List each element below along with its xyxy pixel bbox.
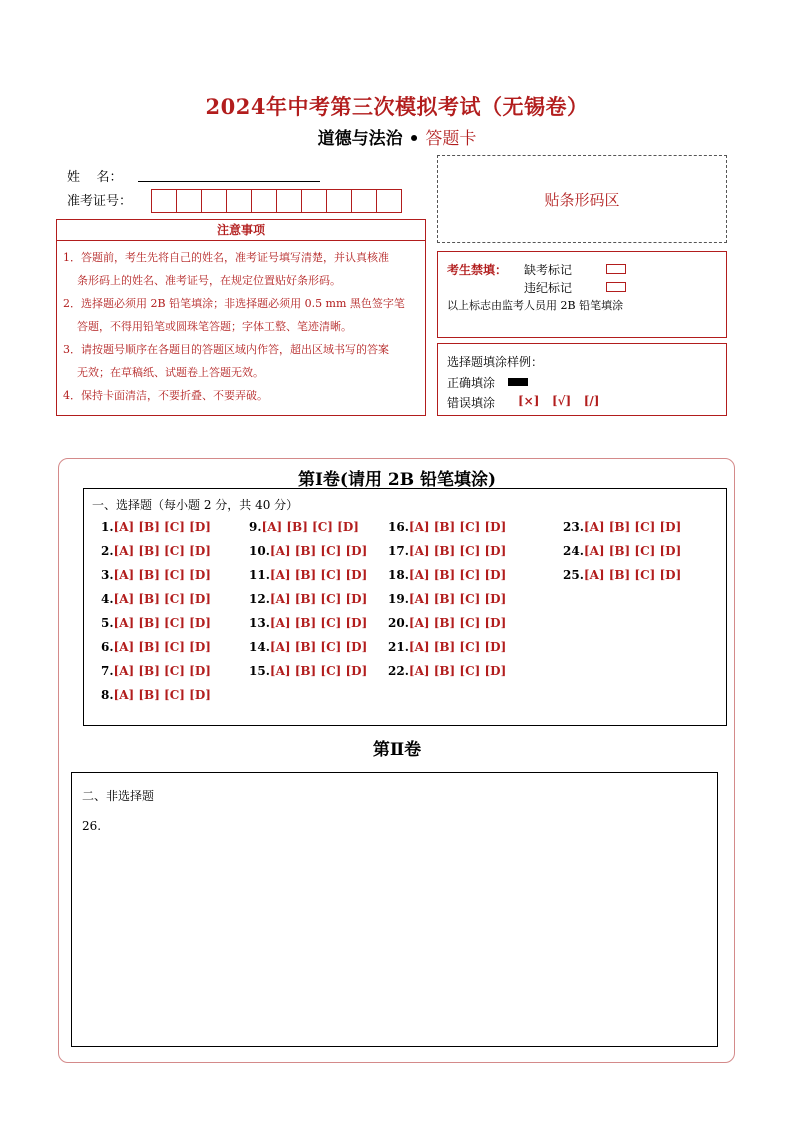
notice-line: 答题，不得用铅笔或圆珠笔答题；字体工整、笔迹清晰。 [77,320,352,333]
choice-question[interactable] [388,616,506,630]
notice-line: 3．请按题号顺序在各题目的答题区域内作答，超出区域书写的答案 [63,343,389,356]
id-label: 准考证号： [67,194,133,209]
id-digit-box[interactable] [176,189,201,213]
barcode-label: 贴条形码区 [544,190,620,209]
forbidden-note: 以上标志由监考人员用 2B 铅笔填涂 [447,299,624,312]
answer-options[interactable]: [A] [B] [C] [D] [261,520,359,534]
answer-options[interactable]: [A] [B] [C] [D] [113,520,211,534]
answer-options[interactable]: [A] [B] [C] [D] [113,688,211,702]
answer-options[interactable]: [A] [B] [C] [D] [113,568,211,582]
choice-question[interactable] [249,568,367,582]
choice-question[interactable] [101,664,211,678]
notice-line: 条形码上的姓名、准考证号，在规定位置贴好条形码。 [77,274,341,287]
question-number: 23. [563,520,584,534]
choice-question[interactable] [101,640,211,654]
answer-options[interactable]: [A] [B] [C] [D] [408,568,507,582]
choice-question[interactable] [388,640,506,654]
question-number: 4. [101,592,114,606]
id-digit-box[interactable] [326,189,351,213]
id-number-boxes[interactable] [151,189,402,212]
question-number: 10. [249,544,270,558]
notice-line: 2．选择题必须用 2B 铅笔填涂；非选择题必须用 0.5 mm 黑色签字笔 [63,297,405,310]
answer-options[interactable]: [A] [B] [C] [D] [269,592,368,606]
notice-title: 注意事项 [56,219,426,241]
question-number: 3. [101,568,114,582]
part2-title: 第Ⅱ卷 [372,740,422,760]
answer-options[interactable]: [A] [B] [C] [D] [583,544,682,558]
answer-options[interactable]: [A] [B] [C] [D] [408,664,507,678]
question-number: 7. [101,664,114,678]
question-number: 5. [101,616,114,630]
question-number: 6. [101,640,114,654]
question-number: 2. [101,544,114,558]
subject-label: 道德与法治 [317,129,403,149]
answer-options[interactable]: [A] [B] [C] [D] [113,616,211,630]
choice-question[interactable] [388,592,506,606]
essay-answer-box[interactable] [71,772,718,1047]
choice-question[interactable] [249,640,367,654]
choice-question[interactable] [563,520,681,534]
wrong-fill-label: 错误填涂 [447,396,496,410]
choice-question[interactable] [249,544,367,558]
question-number: 9. [249,520,262,534]
question-number: 25. [563,568,584,582]
notice-body [56,241,426,416]
question-number: 20. [388,616,409,630]
answer-options[interactable]: [A] [B] [C] [D] [408,520,507,534]
choice-question[interactable] [563,544,681,558]
question-number: 12. [249,592,270,606]
question-26-number: 26. [82,819,102,833]
choice-question[interactable] [388,544,506,558]
choice-question[interactable] [249,616,367,630]
id-digit-box[interactable] [251,189,276,213]
sample-title: 选择题填涂样例： [447,355,544,369]
answer-options[interactable]: [A] [B] [C] [D] [113,640,211,654]
answer-options[interactable]: [A] [B] [C] [D] [408,592,507,606]
absent-mark-box[interactable] [606,264,626,274]
violation-label: 违纪标记 [524,281,573,295]
choice-question[interactable] [101,688,211,702]
choice-question[interactable] [563,568,681,582]
choice-question[interactable] [101,616,211,630]
question-number: 8. [101,688,114,702]
answer-options[interactable]: [A] [B] [C] [D] [269,616,368,630]
part1-title: 第Ⅰ卷(请用 2B 铅笔填涂) [297,470,497,490]
question-number: 14. [249,640,270,654]
answer-options[interactable]: [A] [B] [C] [D] [269,544,368,558]
answer-options[interactable]: [A] [B] [C] [D] [113,592,211,606]
fill-sample-box [437,343,727,416]
violation-mark-box[interactable] [606,282,626,292]
id-digit-box[interactable] [226,189,251,213]
correct-fill-mark [508,378,528,386]
answer-options[interactable]: [A] [B] [C] [D] [113,664,211,678]
notice-line: 1．答题前，考生先将自己的姓名，准考证号填写清楚，并认真核准 [63,251,389,264]
question-number: 15. [249,664,270,678]
card-label: 答题卡 [425,129,477,149]
id-digit-box[interactable] [351,189,376,213]
notice-line: 4．保持卡面清洁，不要折叠、不要弄破。 [63,389,268,402]
id-digit-box[interactable] [151,189,176,213]
forbidden-box [437,251,727,338]
correct-fill-label: 正确填涂 [447,376,496,390]
answer-options[interactable]: [A] [B] [C] [D] [269,568,368,582]
answer-options[interactable]: [A] [B] [C] [D] [269,640,368,654]
answer-options[interactable]: [A] [B] [C] [D] [583,568,682,582]
answer-options[interactable]: [A] [B] [C] [D] [113,544,211,558]
notice-line: 无效；在草稿纸、试题卷上答题无效。 [77,366,264,379]
question-number: 21. [388,640,409,654]
answer-options[interactable]: [A] [B] [C] [D] [269,664,368,678]
question-number: 11. [249,568,270,582]
choice-question[interactable] [249,592,367,606]
page-subtitle [0,124,794,149]
choice-question[interactable] [101,592,211,606]
id-digit-box[interactable] [276,189,301,213]
choice-question[interactable] [101,568,211,582]
choice-section-title: 一、选择题（每小题 2 分，共 40 分） [92,498,299,512]
essay-section-title: 二、非选择题 [82,789,155,803]
question-number: 16. [388,520,409,534]
choice-question[interactable] [101,520,211,534]
question-number: 13. [249,616,270,630]
question-number: 22. [388,664,409,678]
choice-question[interactable] [101,544,211,558]
choice-question[interactable] [249,664,367,678]
separator-dot: • [408,129,420,149]
choice-question[interactable] [388,520,506,534]
question-number: 17. [388,544,409,558]
name-label: 姓 名： [67,170,123,185]
name-field[interactable] [138,181,320,182]
id-digit-box[interactable] [301,189,326,213]
choice-question[interactable] [388,568,506,582]
answer-options[interactable]: [A] [B] [C] [D] [408,616,507,630]
choice-question[interactable] [249,520,359,534]
wrong-fill-marks: [×] [√] [/] [518,394,600,408]
absent-label: 缺考标记 [524,263,573,277]
question-number: 1. [101,520,114,534]
forbidden-label: 考生禁填： [447,263,508,277]
id-digit-box[interactable] [201,189,226,213]
barcode-area [437,155,727,243]
answer-options[interactable]: [A] [B] [C] [D] [583,520,682,534]
question-number: 18. [388,568,409,582]
choice-question[interactable] [388,664,506,678]
question-number: 19. [388,592,409,606]
id-digit-box[interactable] [376,189,402,213]
question-number: 24. [563,544,584,558]
page-title: 2024年中考第三次模拟考试（无锡卷） [205,94,589,119]
answer-options[interactable]: [A] [B] [C] [D] [408,544,507,558]
answer-options[interactable]: [A] [B] [C] [D] [408,640,507,654]
